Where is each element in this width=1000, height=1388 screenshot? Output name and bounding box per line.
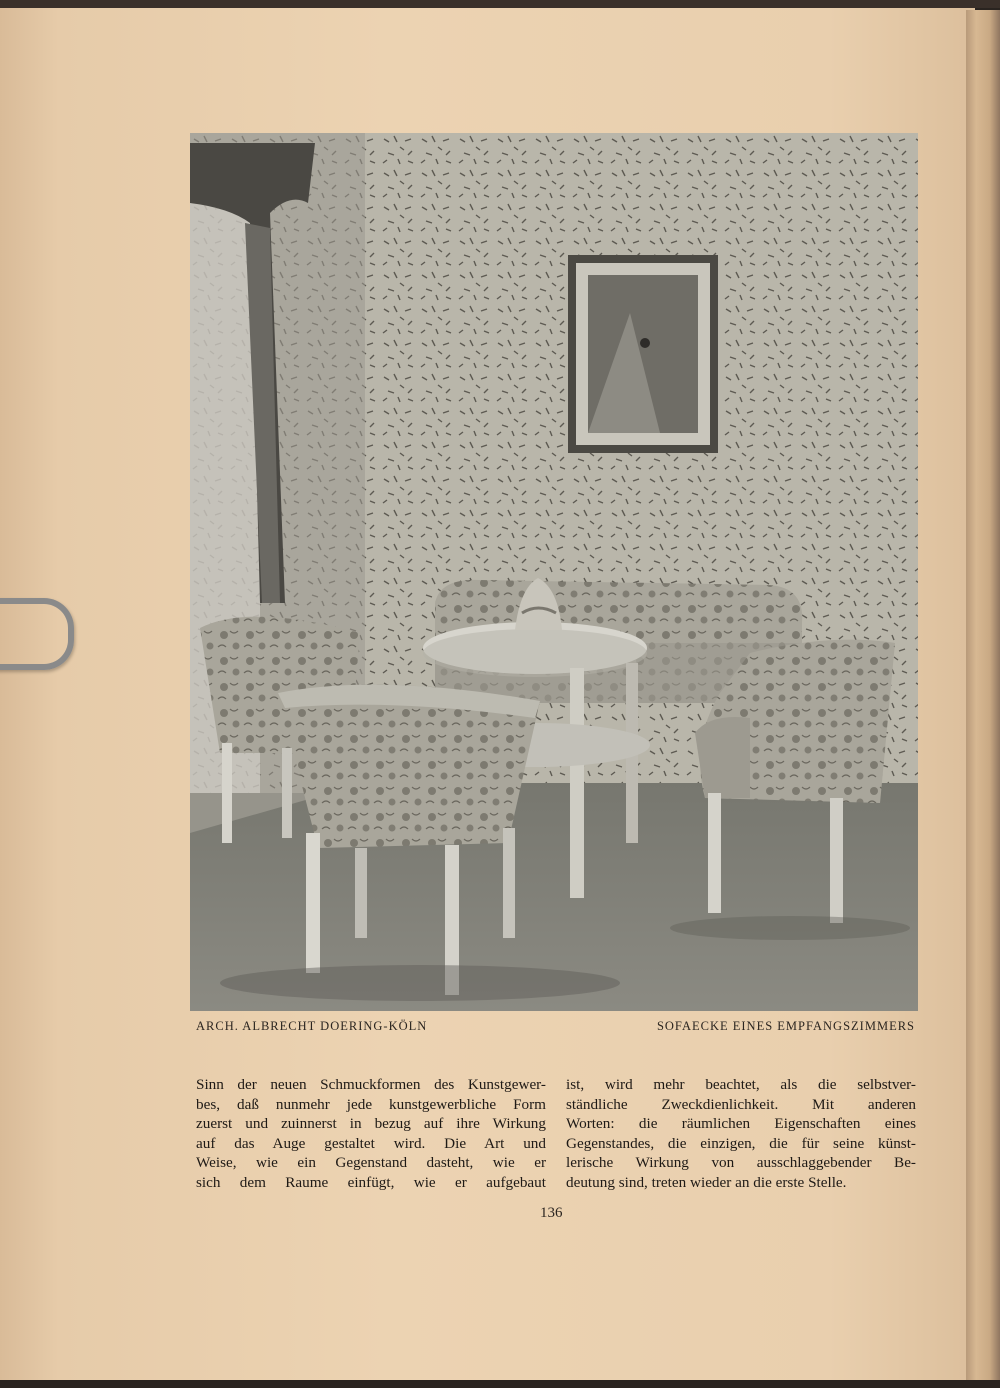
book-top-edge — [0, 0, 1000, 8]
text-line: Sinn der neuen Schmuckformen des Kunstgewer- — [196, 1076, 546, 1093]
paper-clip — [0, 598, 74, 670]
photo-plate — [190, 133, 918, 1011]
page-number: 136 — [540, 1205, 563, 1221]
text-line: lerische Wirkung von ausschlaggebender Be- — [566, 1154, 916, 1171]
text-line: Worten: die räumlichen Eigenschaften eines — [566, 1115, 916, 1132]
caption-architect: ARCH. ALBRECHT DOERING-KÖLN — [196, 1019, 428, 1033]
text-line: Gegenstandes, die einzigen, die für seine künst- — [566, 1134, 916, 1152]
text-line: zuerst und zuinnerst in bezug auf ihre Wirkung — [196, 1115, 546, 1132]
text-line: bes, daß nunmehr jede kunstgewerbliche Form — [196, 1095, 546, 1113]
text-line: ständliche Zweckdienlichkeit. Mit anderen — [566, 1095, 916, 1113]
text-column-left — [196, 1075, 546, 1192]
caption-title: SOFAECKE EINES EMPFANGSZIMMERS — [656, 1019, 915, 1033]
text-column-right — [566, 1075, 916, 1192]
text-line: auf das Auge gestaltet wird. Die Art und — [196, 1134, 546, 1152]
text-line: ist, wird mehr beachtet, als die selbstver- — [566, 1076, 916, 1093]
text-line: deutung sind, treten wieder an die erste Stelle. — [566, 1173, 847, 1191]
book-page-edge — [966, 10, 1000, 1380]
text-line: sich dem Raume einfügt, wie er aufgebaut — [196, 1173, 546, 1191]
text-line: Weise, wie ein Gegenstand dasteht, wie er — [196, 1154, 546, 1171]
room-photograph — [190, 133, 918, 1011]
